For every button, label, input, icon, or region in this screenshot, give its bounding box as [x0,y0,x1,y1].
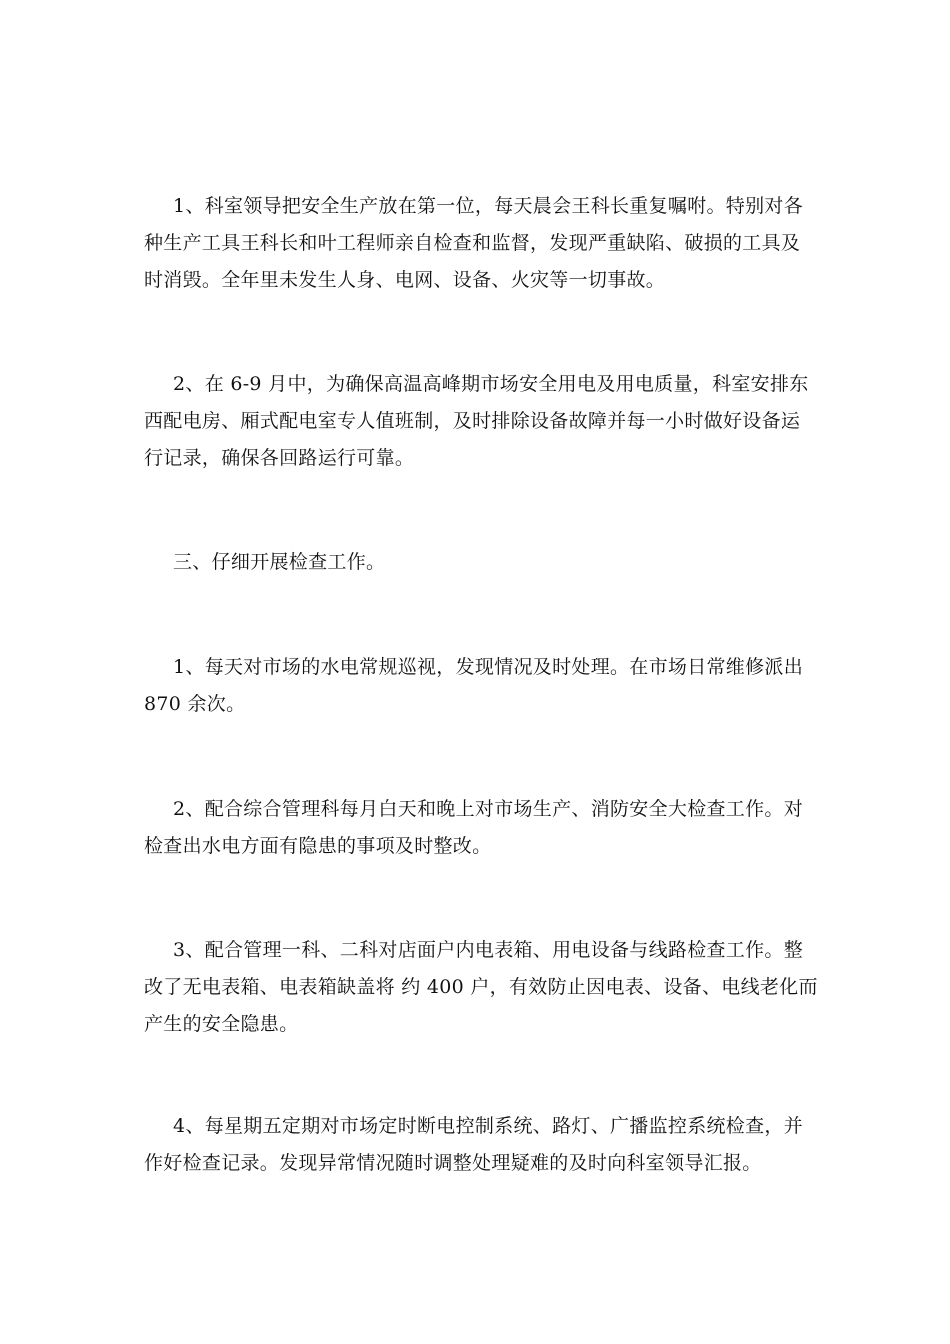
paragraph-line: 时消毁。全年里未发生人身、电网、设备、火灾等一切事故。 [144,269,666,291]
paragraph-line: 2、配合综合管理科每月白天和晚上对市场生产、消防安全大检查工作。对 [173,798,803,820]
section-heading-inspection [144,544,814,581]
paragraph-line: 改了无电表箱、电表箱缺盖将 约 400 户，有效防止因电表、设备、电线老化而 [144,976,818,998]
paragraph-line: 行记录，确保各回路运行可靠。 [144,447,415,469]
section-heading-line: 三、仔细开展检查工作。 [173,551,386,573]
paragraph-line: 检查出水电方面有隐患的事项及时整改。 [144,835,492,857]
paragraph-line: 作好检查记录。发现异常情况随时调整处理疑难的及时向科室领导汇报。 [144,1152,762,1174]
paragraph-monthly-inspection [144,791,814,865]
paragraph-line: 4、每星期五定期对市场定时断电控制系统、路灯、广播监控系统检查，并 [173,1115,803,1137]
paragraph-line: 2、在 6-9 月中，为确保高温高峰期市场安全用电及用电质量，科室安排东 [173,373,809,395]
paragraph-line: 1、科室领导把安全生产放在第一位，每天晨会王科长重复嘱咐。特别对各 [173,195,803,217]
paragraph-daily-patrol [144,649,814,723]
paragraph-meter-box-check [144,932,818,1043]
paragraph-summer-duty [144,366,814,477]
paragraph-safety-first [144,188,814,299]
paragraph-line: 产生的安全隐患。 [144,1013,299,1035]
paragraph-line: 870 余次。 [144,693,246,715]
paragraph-line: 种生产工具王科长和叶工程师亲自检查和监督，发现严重缺陷、破损的工具及 [144,232,801,254]
paragraph-line: 3、配合管理一科、二科对店面户内电表箱、用电设备与线路检查工作。整 [173,939,803,961]
paragraph-weekly-system-check [144,1108,814,1182]
paragraph-line: 西配电房、厢式配电室专人值班制，及时排除设备故障并每一小时做好设备运 [144,410,801,432]
paragraph-line: 1、每天对市场的水电常规巡视，发现情况及时处理。在市场日常维修派出 [173,656,803,678]
